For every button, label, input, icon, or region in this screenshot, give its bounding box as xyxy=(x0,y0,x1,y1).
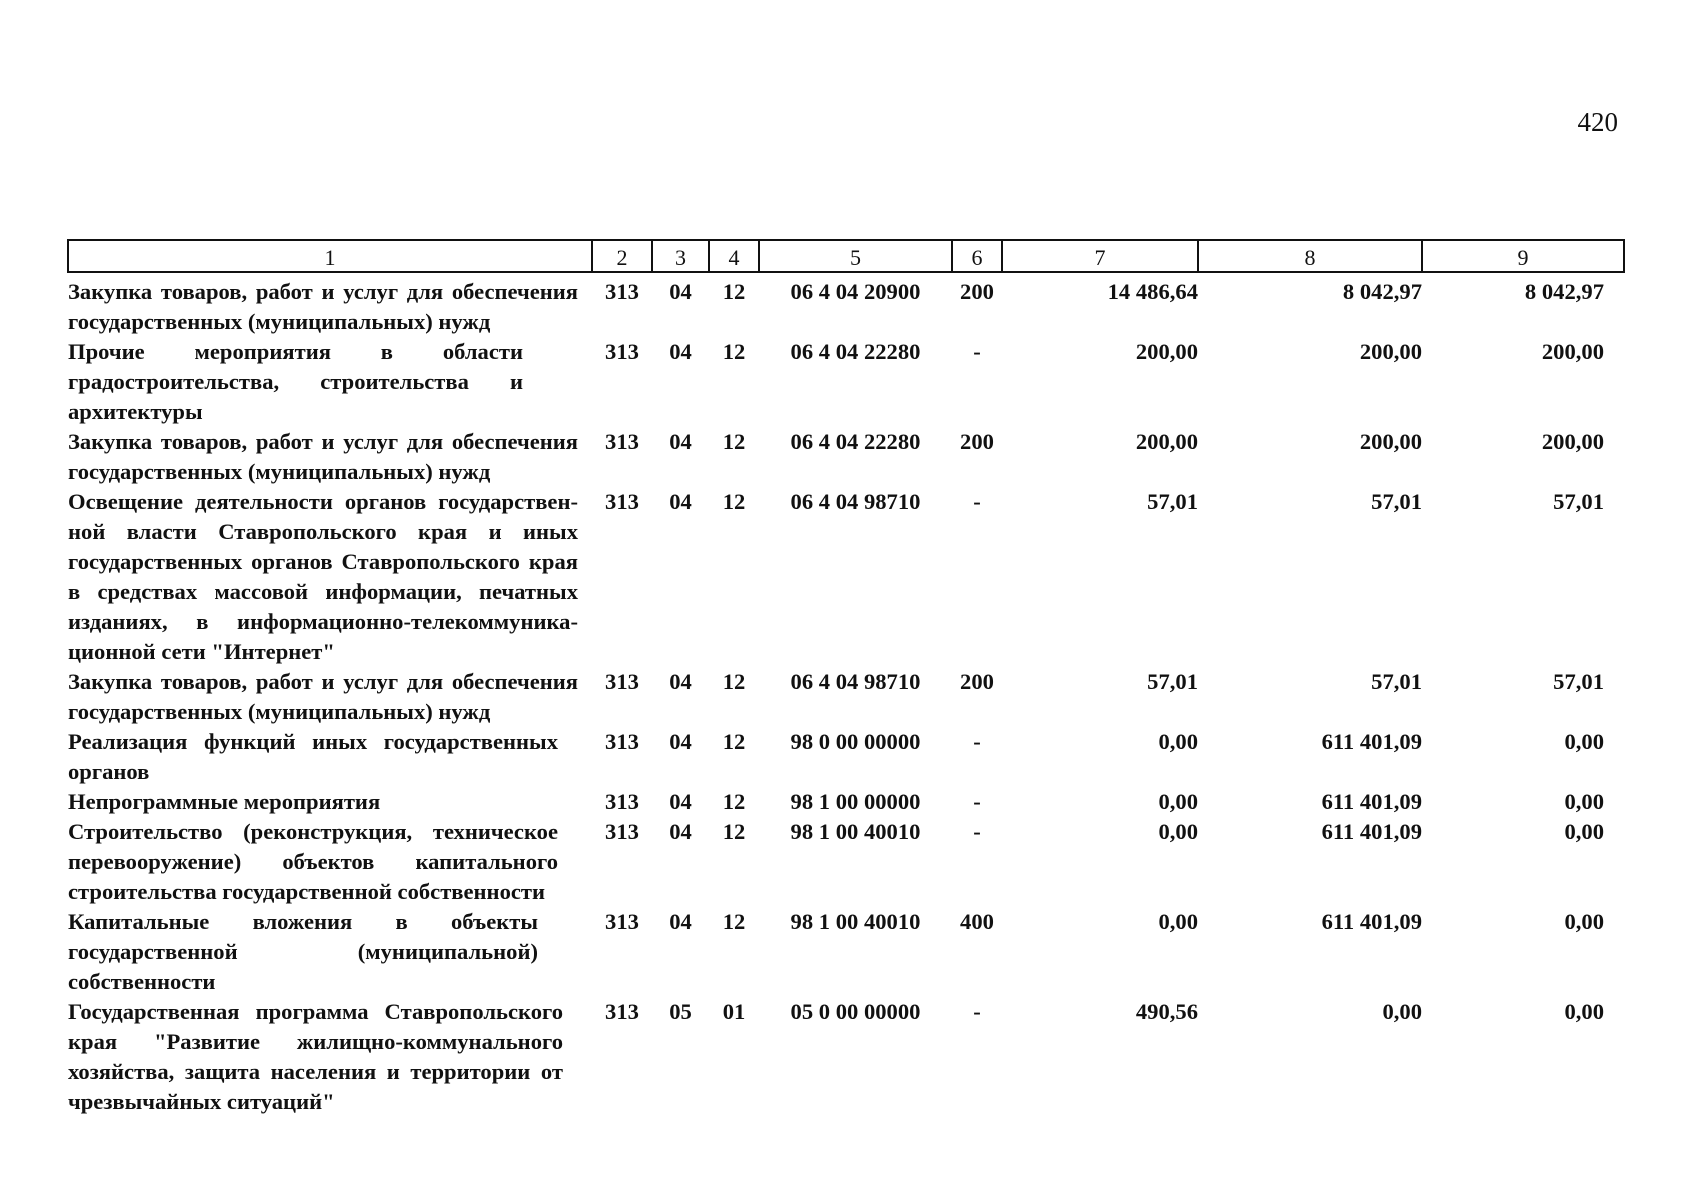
column-header: 4 xyxy=(709,240,759,272)
row-description xyxy=(68,487,592,667)
cell-amount-col9: 57,01 xyxy=(1553,669,1604,694)
row-description xyxy=(68,727,592,787)
row-description xyxy=(68,997,592,1117)
row-description-text: Непрограммные мероприятия xyxy=(68,789,381,814)
column-header: 5 xyxy=(759,240,952,272)
cell-amount-col7: 14 486,64 xyxy=(1107,279,1198,304)
cell-amount-col9: 0,00 xyxy=(1564,909,1604,934)
cell-amount-col8: 57,01 xyxy=(1371,669,1422,694)
cell-ministry-code: 313 xyxy=(605,489,639,514)
cell-expense-type: 200 xyxy=(960,429,994,454)
table-row xyxy=(68,817,1624,907)
cell-target-article: 05 0 00 00000 xyxy=(790,999,921,1024)
cell-target-article: 98 1 00 40010 xyxy=(790,819,921,844)
row-description xyxy=(68,337,592,427)
cell-section-code: 04 xyxy=(669,729,692,754)
cell-section-code: 04 xyxy=(669,429,692,454)
cell-ministry-code: 313 xyxy=(605,339,639,364)
row-description-text: Закупка товаров, работ и услуг для обеспечения государственных (муниципальных) нужд xyxy=(68,669,578,724)
cell-expense-type: - xyxy=(973,729,981,754)
row-description xyxy=(68,667,592,727)
cell-expense-type: - xyxy=(973,489,981,514)
row-description-text: Закупка товаров, работ и услуг для обеспечения государственных (муниципальных) нужд xyxy=(68,279,578,334)
cell-amount-col8: 200,00 xyxy=(1359,429,1422,454)
cell-subsection-code: 01 xyxy=(722,999,746,1024)
cell-amount-col9: 8 042,97 xyxy=(1524,279,1604,304)
cell-ministry-code: 313 xyxy=(605,909,639,934)
cell-amount-col9: 0,00 xyxy=(1564,999,1604,1024)
cell-amount-col7: 0,00 xyxy=(1158,789,1198,814)
row-description xyxy=(68,907,592,997)
cell-section-code: 04 xyxy=(669,339,692,364)
cell-amount-col7: 57,01 xyxy=(1147,669,1198,694)
cell-subsection-code: 12 xyxy=(722,279,746,304)
cell-amount-col9: 0,00 xyxy=(1564,819,1604,844)
column-header: 6 xyxy=(952,240,1002,272)
cell-expense-type: - xyxy=(973,819,981,844)
cell-subsection-code: 12 xyxy=(722,429,746,454)
table-row xyxy=(68,272,1624,337)
cell-amount-col7: 57,01 xyxy=(1147,489,1198,514)
row-description-text: Капитальные вложения в объекты государственной (муниципальной) собственности xyxy=(68,909,538,994)
cell-amount-col8: 57,01 xyxy=(1371,489,1422,514)
cell-expense-type: - xyxy=(973,999,981,1024)
cell-section-code: 04 xyxy=(669,909,692,934)
table-row xyxy=(68,487,1624,667)
column-header: 1 xyxy=(68,240,592,272)
cell-ministry-code: 313 xyxy=(605,819,639,844)
budget-table xyxy=(67,239,1625,1117)
cell-section-code: 04 xyxy=(669,279,692,304)
cell-expense-type: - xyxy=(973,789,981,814)
cell-expense-type: 200 xyxy=(960,279,994,304)
column-header: 9 xyxy=(1422,240,1624,272)
cell-subsection-code: 12 xyxy=(722,669,746,694)
cell-expense-type: 200 xyxy=(960,669,994,694)
table-row xyxy=(68,427,1624,487)
row-description-text: Государственная программа Ставропольского края "Развитие жилищно-коммунального хозяйства, защита населения и территории от чрезвычайных ситуаций" xyxy=(68,999,563,1114)
cell-amount-col8: 0,00 xyxy=(1382,999,1422,1024)
column-header: 3 xyxy=(652,240,709,272)
cell-amount-col8: 8 042,97 xyxy=(1342,279,1422,304)
cell-subsection-code: 12 xyxy=(722,729,746,754)
cell-target-article: 06 4 04 98710 xyxy=(790,489,921,514)
cell-amount-col9: 0,00 xyxy=(1564,729,1604,754)
cell-expense-type: 400 xyxy=(960,909,994,934)
cell-section-code: 05 xyxy=(669,999,692,1024)
cell-target-article: 06 4 04 22280 xyxy=(790,429,921,454)
table-row xyxy=(68,997,1624,1117)
cell-target-article: 06 4 04 20900 xyxy=(790,279,921,304)
cell-target-article: 06 4 04 22280 xyxy=(790,339,921,364)
row-description xyxy=(68,817,592,907)
cell-ministry-code: 313 xyxy=(605,999,639,1024)
cell-amount-col9: 57,01 xyxy=(1553,489,1604,514)
cell-amount-col7: 0,00 xyxy=(1158,729,1198,754)
row-description xyxy=(68,272,592,337)
cell-ministry-code: 313 xyxy=(605,429,639,454)
table-row xyxy=(68,337,1624,427)
row-description xyxy=(68,787,592,817)
cell-amount-col8: 611 401,09 xyxy=(1321,819,1422,844)
cell-subsection-code: 12 xyxy=(722,819,746,844)
cell-amount-col8: 200,00 xyxy=(1359,339,1422,364)
cell-ministry-code: 313 xyxy=(605,789,639,814)
row-description-text: Прочие мероприятия в области градостроительства, строительства и архитектуры xyxy=(68,339,523,424)
cell-expense-type: - xyxy=(973,339,981,364)
cell-section-code: 04 xyxy=(669,789,692,814)
page-number: 420 xyxy=(1577,107,1618,137)
cell-amount-col7: 200,00 xyxy=(1135,339,1198,364)
row-description-text: Освещение деятельности органов государствен-ной власти Ставропольского края и иных государственных органов Ставропольского края в средствах массовой информации, печатных изданиях, в информационно-телекоммуника-ционной сети "Интернет" xyxy=(68,489,578,664)
row-description-text: Реализация функций иных государственных органов xyxy=(68,729,558,784)
cell-subsection-code: 12 xyxy=(722,789,746,814)
cell-subsection-code: 12 xyxy=(722,489,746,514)
cell-target-article: 98 0 00 00000 xyxy=(790,729,921,754)
table-row xyxy=(68,787,1624,817)
cell-section-code: 04 xyxy=(669,669,692,694)
cell-amount-col7: 200,00 xyxy=(1135,429,1198,454)
cell-amount-col8: 611 401,09 xyxy=(1321,789,1422,814)
column-header: 8 xyxy=(1198,240,1422,272)
row-description xyxy=(68,427,592,487)
cell-section-code: 04 xyxy=(669,489,692,514)
row-description-text: Закупка товаров, работ и услуг для обеспечения государственных (муниципальных) нужд xyxy=(68,429,578,484)
cell-amount-col7: 490,56 xyxy=(1135,999,1198,1024)
row-description-text: Строительство (реконструкция, техническое перевооружение) объектов капитального строительства государственной собственности xyxy=(68,819,558,904)
table-row xyxy=(68,727,1624,787)
cell-amount-col9: 200,00 xyxy=(1541,429,1604,454)
cell-ministry-code: 313 xyxy=(605,729,639,754)
table-row xyxy=(68,667,1624,727)
cell-amount-col7: 0,00 xyxy=(1158,909,1198,934)
table-row xyxy=(68,907,1624,997)
cell-target-article: 98 1 00 00000 xyxy=(790,789,921,814)
cell-target-article: 06 4 04 98710 xyxy=(790,669,921,694)
cell-amount-col8: 611 401,09 xyxy=(1321,909,1422,934)
cell-ministry-code: 313 xyxy=(605,669,639,694)
column-number-header-row xyxy=(68,240,1624,272)
column-header: 7 xyxy=(1002,240,1198,272)
cell-amount-col9: 0,00 xyxy=(1564,789,1604,814)
cell-target-article: 98 1 00 40010 xyxy=(790,909,921,934)
cell-section-code: 04 xyxy=(669,819,692,844)
column-header: 2 xyxy=(592,240,652,272)
cell-amount-col8: 611 401,09 xyxy=(1321,729,1422,754)
cell-ministry-code: 313 xyxy=(605,279,639,304)
cell-amount-col7: 0,00 xyxy=(1158,819,1198,844)
cell-subsection-code: 12 xyxy=(722,909,746,934)
cell-subsection-code: 12 xyxy=(722,339,746,364)
cell-amount-col9: 200,00 xyxy=(1541,339,1604,364)
